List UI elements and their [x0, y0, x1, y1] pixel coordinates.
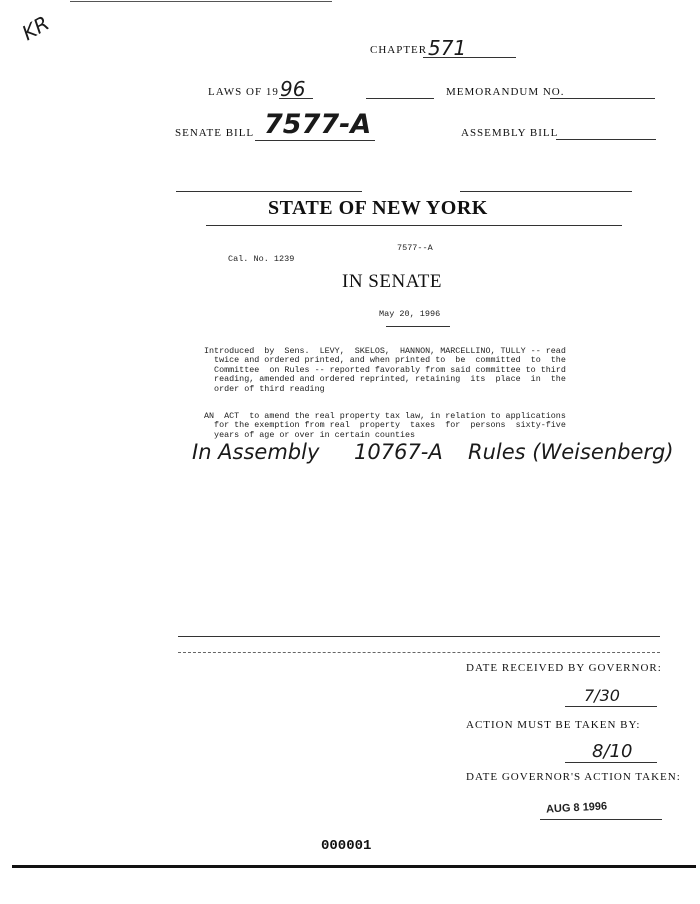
laws-label: LAWS OF 19: [208, 86, 279, 98]
introduced-line: Committee on Rules -- reported favorably from said committee to third: [204, 364, 566, 375]
handwritten-assembly-no: 10767-A: [354, 440, 443, 464]
introduced-line: Introduced by Sens. LEVY, SKELOS, HANNON, MARCELLINO, TULLY -- read: [204, 345, 566, 356]
senate-bill-value: 7577-A: [264, 109, 372, 140]
assembly-bill-underline: [556, 139, 656, 140]
rule-right: [460, 191, 632, 192]
senate-bill-label: SENATE BILL: [175, 127, 255, 139]
introduced-line: twice and ordered printed, and when printed to be committed to the: [204, 355, 566, 366]
page-number: 000001: [321, 838, 372, 854]
state-heading: STATE OF NEW YORK: [268, 197, 488, 219]
bill-date: May 20, 1996: [379, 309, 441, 319]
laws-underline: [279, 98, 313, 99]
assembly-bill-label: ASSEMBLY BILL: [461, 127, 559, 139]
cal-no: Cal. No. 1239: [228, 254, 295, 264]
handwritten-assembly: In Assembly: [192, 440, 320, 464]
rule-left: [176, 191, 362, 192]
act-line: AN ACT to amend the real property tax law, in relation to applications: [204, 410, 566, 421]
introduced-line: reading, amended and ordered reprinted, retaining its place in the: [204, 374, 566, 385]
top-edge-line: [70, 1, 332, 2]
chamber-heading: IN SENATE: [342, 271, 443, 292]
handwritten-rules: Rules (Weisenberg): [468, 440, 674, 464]
rule-under-state: [206, 225, 622, 226]
taken-underline: [540, 819, 662, 820]
laws-extra-line: [366, 98, 434, 99]
introduced-paragraph: [204, 337, 566, 404]
laws-value: 96: [280, 77, 306, 101]
chapter-underline: [423, 57, 516, 58]
senate-bill-underline: [255, 140, 375, 141]
bottom-rule: [12, 865, 696, 868]
received-underline: [565, 706, 657, 707]
chapter-label: CHAPTER: [370, 44, 428, 56]
received-value: 7/30: [584, 686, 620, 705]
action-value: 8/10: [592, 741, 633, 762]
lower-rule-2: [178, 652, 660, 653]
introduced-line: order of third reading: [204, 383, 325, 394]
bill-number: 7577--A: [397, 243, 433, 253]
act-line: for the exemption from real property taxes for persons sixty-five: [204, 420, 566, 431]
lower-rule-1: [178, 636, 660, 637]
taken-label: DATE GOVERNOR'S ACTION TAKEN:: [466, 771, 681, 783]
date-underline: [386, 326, 450, 327]
action-taken-stamp: AUG 8 1996: [545, 800, 608, 816]
action-underline: [565, 762, 657, 763]
act-line: years of age or over in certain counties: [204, 429, 416, 440]
handwritten-initials: KR: [17, 10, 54, 46]
action-label: ACTION MUST BE TAKEN BY:: [466, 719, 641, 731]
memo-label: MEMORANDUM NO.: [446, 86, 565, 98]
memo-underline: [550, 98, 655, 99]
chapter-value: 571: [428, 36, 467, 60]
received-label: DATE RECEIVED BY GOVERNOR:: [466, 662, 662, 674]
